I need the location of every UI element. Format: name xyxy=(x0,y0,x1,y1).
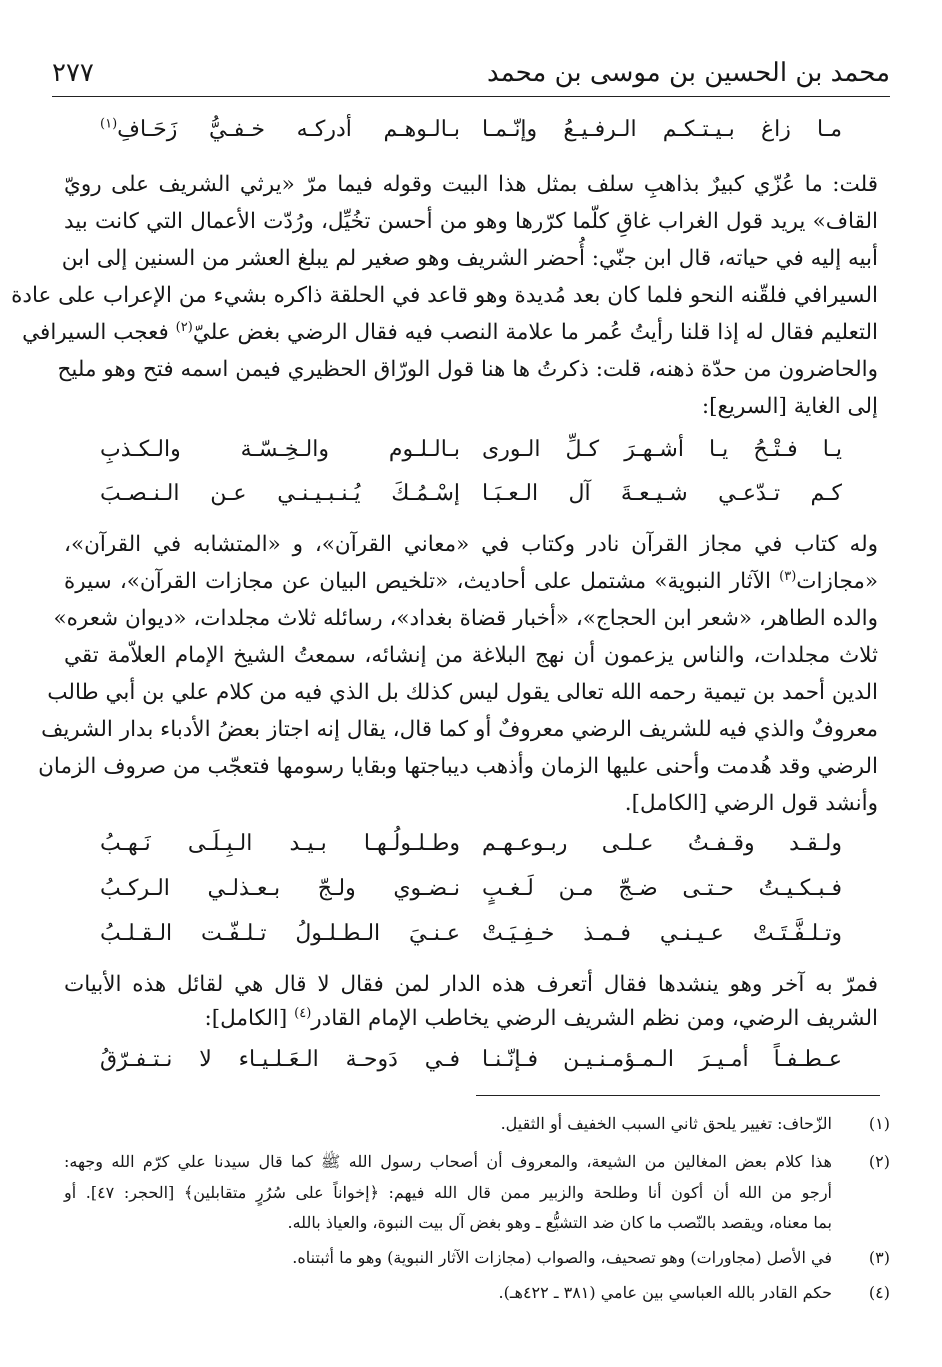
verse-2a-left-hemistich: بـالـلـوم والـخِـسّـة والـكـذبِ xyxy=(100,437,460,462)
page-number: ٢٧٧ xyxy=(52,58,94,88)
footnote-rule xyxy=(476,1095,880,1096)
verse-3b-right-hemistich: فـبـكـيـتُ حـتـى ضـجّ مـن لَـغـبٍ xyxy=(482,876,842,901)
para-2-line-7: الرضي وقد هُدمت وأحنى عليها الزمان وأذهب ديباجتها وبقايا رسومها فتعجّب من صروف الزمان xyxy=(38,754,878,779)
para-2-line-2 xyxy=(64,567,878,597)
footnote-2-line-3: بما معناه، ويقصد بالنّصب ما كان ضد التشيُّع ـ وهو بغض آل بيت النبوة، والعياذ بالله. xyxy=(287,1213,832,1232)
para-1-line-5-text: التعليم فقال له إذا قلنا رأيتُ عُمر ما علامة النصب فيه فقال الرضي بغض عليّ xyxy=(192,320,878,345)
para-1-line-5 xyxy=(22,318,878,348)
verse-2a-right-hemistich: يـا فـتْـحُ يـا أشـهـرَ كـلِّ الـورى xyxy=(482,437,842,462)
para-2-line-4: ثلاث مجلدات، والناس يزعمون أن نهج البلاغة من إنشائه، سمعتُ الشيخ الإمام العلاّمة تقي xyxy=(64,643,878,668)
verse-2b-right-hemistich: كـم تـدّعـي شـيـعـةَ آل الـعـبَـا xyxy=(482,481,842,506)
verse-1-left-hemistich xyxy=(100,114,460,146)
para-1-line-3: أبيه إليه في حياته، قال ابن جنّي: أُحضر الشريف وهو صغير لم يبلغ العشر من السنين إلى ابن xyxy=(61,246,878,271)
para-3-line-2 xyxy=(205,1004,878,1034)
para-3-line-2-text: الشريف الرضي، ومن نظم الشريف الرضي يخاطب الإمام القادر xyxy=(311,1006,878,1031)
para-1-line-6: والحاضرون من حدّة ذهنه، قلت: ذكرتُ ها هنا قول الورّاق الحظيري فيمن اسمه فتح وهو مليح xyxy=(57,357,878,382)
para-3-line-2-tail: [الكامل]: xyxy=(204,1006,295,1031)
footnote-3-number: (٣) xyxy=(868,1248,890,1267)
header-rule xyxy=(52,96,890,97)
para-2-line-3: والده الطاهر، «شعر ابن الحجاج»، «أخبار قضاة بغداد»، رسائله ثلاث مجلدات، «ديوان شعره» xyxy=(53,606,878,631)
footnote-4-text: حكم القادر بالله العباسي بين عامي (٣٨١ ـ ٤٢٢هـ). xyxy=(498,1283,832,1302)
footnote-2-line-1: هذا كلام بعض المغالين من الشيعة، والمعروف أن أصحاب رسول الله ﷺ كما قال سيدنا علي كرّم الله وجهه: xyxy=(64,1152,832,1171)
verse-3b-left-hemistich: نـضـوي ولـجّ بـعـذلـي الـركـبُ xyxy=(100,876,460,901)
verse-3a-left-hemistich: وطـلـولُـهـا بـيـد الـبِـلَـى نَـهـبُ xyxy=(100,831,460,856)
verse-1-right-hemistich: مـا زاغ بـيـتـكـم الـرفـيـعُ وإنّـمـا xyxy=(482,117,842,142)
para-2-line-5: الدين أحمد بن تيمية رحمه الله تعالى يقول ليس كذلك بل الذي فيه من كلام علي بن أبي طالب xyxy=(47,680,878,705)
footnote-3-text: في الأصل (مجاورات) وهو تصحيف، والصواب (مجازات الآثار النبوية) وهو ما أثبتناه. xyxy=(292,1248,832,1267)
para-2-line-1: وله كتاب في مجاز القرآن نادر وكتاب في «معاني القرآن»، و «المتشابه في القرآن»، xyxy=(64,532,878,557)
footnote-ref-1: (١) xyxy=(100,116,118,132)
para-2-line-8: وأنشد قول الرضي [الكامل]. xyxy=(624,791,878,816)
verse-3a-right-hemistich: ولـقـد وقـفـتُ عـلـى ربـوعـهـم xyxy=(482,831,842,856)
para-2-line-6: معروفٌ والذي فيه للشريف الرضي معروفٌ أو كما قال، يقال إنه اجتاز بعضُ الأدباء بدار الشريف xyxy=(41,717,878,742)
footnote-ref-2: (٢) xyxy=(175,319,193,335)
footnote-ref-3: (٣) xyxy=(779,568,797,584)
footnote-1-number: (١) xyxy=(868,1114,890,1133)
verse-4-left-hemistich: فـي دَوحـة الـعَـلـيـاء لا نـتـفـرّقُ xyxy=(100,1047,460,1072)
footnote-2-number: (٢) xyxy=(868,1152,890,1171)
para-2-line-2-text: الآثار النبوية» مشتمل على أحاديث، «تلخيص البيان عن مجازات القرآن»، سيرة xyxy=(64,569,780,594)
footnote-ref-4: (٤) xyxy=(294,1005,312,1021)
verse-3c-left-hemistich: عـنـيَ الـطـلـولُ تـلـفّـت الـقـلـبُ xyxy=(100,921,460,946)
para-1-line-1: قلت: ما عُزّي كبيرٌ بذاهبِ سلف بمثل هذا البيت وقوله فيما مرّ «يرثي الشريف على رويّ xyxy=(64,172,878,197)
footnote-4-number: (٤) xyxy=(868,1283,890,1302)
para-1-line-7: إلى الغاية [السريع]: xyxy=(701,394,878,419)
para-1-line-2: القاف» يريد قول الغراب غاقِ كلّما كرّرها وهو من أحسن تخُيِّل، ورُدّت الأعمال التي كانت بيد xyxy=(64,209,878,234)
page-header xyxy=(52,52,890,92)
verse-4-right-hemistich: عـطـفـاً أمـيـرَ الـمـؤمـنـيـن فـإنّـنـا xyxy=(482,1047,842,1072)
para-1-line-5-tail: فعجب السيرافي xyxy=(22,320,176,345)
para-2-line-2-head: «مجازات xyxy=(796,569,878,594)
verse-1-left-text: بـالـوهـم أدركـه خـفـيُّ زَحَـافِ xyxy=(117,117,460,142)
footnote-1-text: الزّحاف: تغيير يلحق ثاني السبب الخفيف أو الثقيل. xyxy=(500,1114,832,1133)
footnote-2-line-2: أرجو من الله أن أكون أنا وطلحة والزبير ممن قال الله فيهم: ﴿إخواناً على سُرُرٍ متقابلين﴾ [الحجر: ٤٧]. أو xyxy=(64,1183,832,1202)
verse-3c-right-hemistich: وتـلـفَّـتَـتْ عـيـنـي فـمـذ خـفِـيَـتْ xyxy=(482,921,842,946)
para-1-line-4: السيرافي فلقّنه النحو فلما كان بعد مُديدة وهو قاعد في الحلقة ذاكره بشيء من الإعراب على عادة xyxy=(11,283,878,308)
para-3-line-1: فمرّ به آخر وهو ينشدها فقال أتعرف هذه الدار لمن فقال لا قال هي لقائل هذه الأبيات xyxy=(64,972,878,997)
verse-2b-left-hemistich: إسْـمُـكَ يُـنـبـيـنـي عـن الـنـصـبَ xyxy=(100,481,460,506)
running-title: محمد بن الحسين بن موسى بن محمد xyxy=(486,58,890,88)
